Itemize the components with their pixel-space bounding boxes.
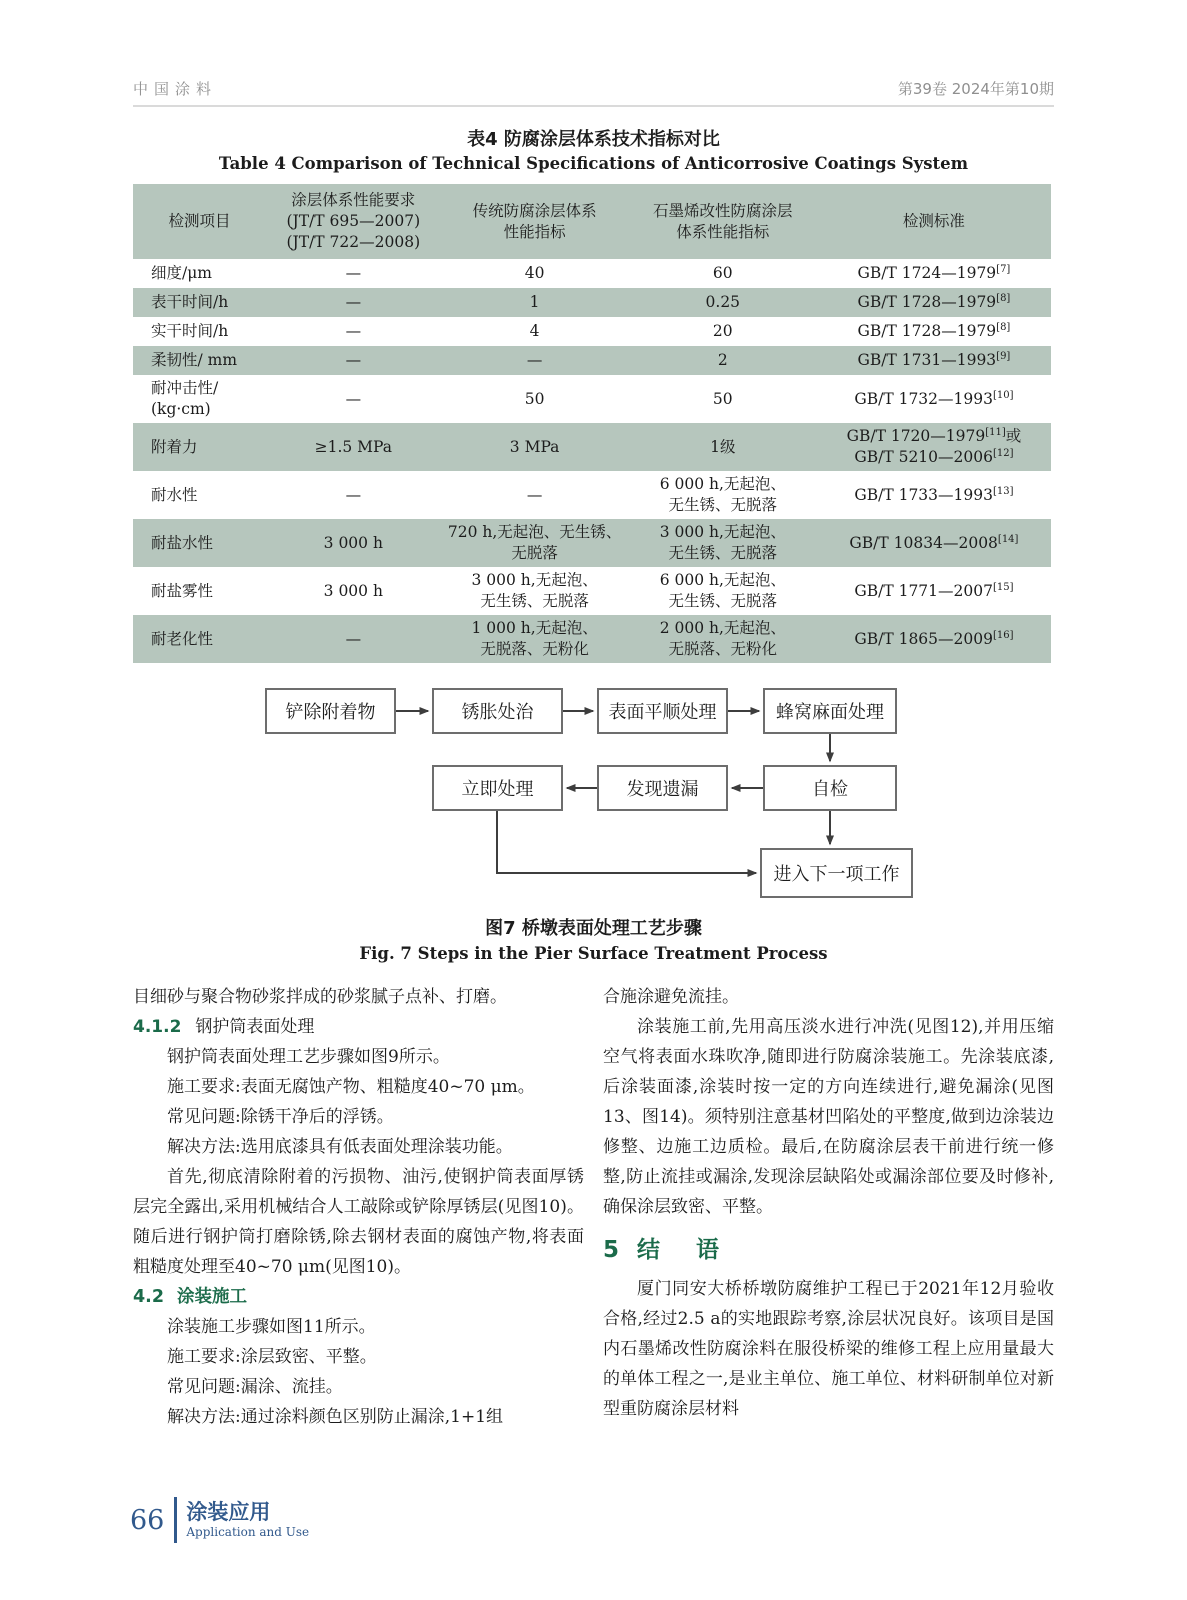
table-cell: 720 h,无起泡、无生锈、 无脱落 (447, 523, 622, 562)
std-ref-superscript: [16] (992, 629, 1014, 641)
paragraph: 首先,彻底清除附着的污损物、油污,使钢护筒表面厚锈层完全露出,采用机械结合人工敲除或铲除厚锈层(见图10)。随后进行钢护筒打磨除锈,除去钢材表面的腐蚀产物,将表面粗糙度处理至40~70 μm(见图10)。 (133, 1167, 584, 1277)
flow-box-found-omission: 发现遗漏 (597, 765, 728, 811)
table-title-zh: 表4 防腐涂层体系技术指标对比 (467, 129, 720, 150)
table-row (133, 567, 1051, 615)
body-columns (133, 982, 1054, 1432)
flow-box-next-task: 进入下一项工作 (760, 848, 913, 898)
table-title-en: Table 4 Comparison of Technical Specifications of Anticorrosive Coatings System (218, 154, 969, 173)
table-cell: 6 000 h,无起泡、 无生锈、无脱落 (659, 475, 786, 514)
paragraph: 涂装施工前,先用高压淡水进行冲洗(见图12),并用压缩空气将表面水珠吹净,随即进行防腐涂装施工。先涂装底漆,后涂装面漆,涂装时按一定的方向连续进行,避免漏涂(见图13、图14)。须特别注意基材凹陷处的平整度,做到边涂装边修整、边施工边质检。最后,在防腐涂层表干前进行统一修整,防止流挂或漏涂,发现涂层缺陷处或漏涂部位要及时修补,确保涂层致密、平整。 (603, 1017, 1054, 1217)
std-ref-superscript: [12] (992, 447, 1014, 459)
flow-box-honeycomb-treatment: 蜂窝麻面处理 (763, 688, 897, 734)
table-cell: 耐冲击性/ (kg·cm) (151, 379, 219, 418)
flow-box-self-check: 自检 (763, 765, 897, 811)
table-cell: 2 (717, 351, 728, 369)
footer-divider (174, 1497, 177, 1543)
table-row (133, 288, 1051, 317)
page-header (133, 78, 1054, 99)
paragraph: 合施涂避免流挂。 (603, 987, 739, 1007)
table-cell-standard: GB/T 1728—1979[8] (857, 321, 1011, 340)
table-cell: 3 000 h,无起泡、 无生锈、无脱落 (471, 571, 598, 610)
table-row (133, 375, 1051, 423)
table-cell: 3 MPa (509, 437, 560, 456)
table-cell-standard: GB/T 1732—1993[10] (854, 389, 1014, 408)
table-cell: — (345, 322, 362, 340)
table-header-cell: 检测项目 (168, 212, 231, 230)
std-ref-superscript: [11] (985, 426, 1006, 438)
table-cell: 4 (529, 322, 540, 340)
page-footer (130, 1497, 309, 1543)
std-ref-superscript: [8] (996, 321, 1011, 333)
table-row (133, 317, 1051, 346)
flow-box-rust-expansion-treatment: 锈胀处治 (432, 688, 563, 734)
table-cell: 1级 (710, 437, 736, 456)
flowchart (133, 676, 1054, 912)
table-cell: — (345, 351, 362, 369)
std-ref-superscript: [7] (996, 263, 1011, 275)
column-left (133, 982, 584, 1432)
std-ref-superscript: [14] (997, 533, 1019, 545)
table-cell: 实干时间/h (151, 322, 229, 340)
table-cell: 0.25 (705, 293, 741, 311)
paragraph: 目细砂与聚合物砂浆拌成的砂浆腻子点补、打磨。 (133, 987, 507, 1007)
page-number: 66 (130, 1504, 165, 1536)
footer-section (186, 1500, 309, 1540)
paragraph: 解决方法:通过涂料颜色区别防止漏涂,1+1组 (167, 1407, 504, 1427)
table-cell: ≥1.5 MPa (314, 437, 393, 456)
table-cell-standard: GB/T 10834—2008[14] (849, 533, 1019, 552)
table-cell: 耐盐雾性 (151, 581, 214, 600)
column-right (603, 982, 1054, 1432)
std-ref-superscript: [8] (996, 292, 1011, 304)
flow-box-remove-attachments: 铲除附着物 (265, 688, 396, 734)
table-header-cell: 检测标准 (902, 212, 965, 230)
table-header-cell: 涂层体系性能要求 (JT/T 695—2007) (JT/T 722—2008) (286, 191, 421, 251)
flow-box-immediate-handling: 立即处理 (432, 765, 563, 811)
table-header-cell: 石墨烯改性防腐涂层 体系性能指标 (653, 201, 793, 241)
table-cell: — (345, 485, 362, 504)
table-cell: 50 (524, 389, 545, 408)
table-cell: 细度/μm (151, 264, 212, 282)
flow-box-surface-smoothing: 表面平顺处理 (597, 688, 728, 734)
table-cell-standard: GB/T 1728—1979[8] (857, 292, 1011, 311)
table-cell: — (345, 293, 362, 311)
table-row (133, 423, 1051, 471)
table-cell: 3 000 h,无起泡、 无生锈、无脱落 (659, 523, 786, 562)
table-cell: 40 (524, 264, 545, 282)
section-heading-5: 5 结 语 (603, 1237, 734, 1263)
table-cell: 2 000 h,无起泡、 无脱落、无粉化 (659, 619, 786, 658)
table-cell: 1 (529, 293, 540, 311)
paragraph: 钢护筒表面处理工艺步骤如图9所示。 (167, 1047, 450, 1067)
paragraph: 解决方法:选用底漆具有低表面处理涂装功能。 (167, 1137, 513, 1157)
std-ref-superscript: [13] (992, 485, 1014, 497)
figure-caption-zh: 图7 桥墩表面处理工艺步骤 (485, 918, 702, 939)
std-ref-superscript: [10] (992, 389, 1014, 401)
table-cell: — (526, 351, 543, 369)
table-row (133, 615, 1051, 663)
table-cell: 60 (712, 264, 733, 282)
table-cell: — (345, 264, 362, 282)
table-cell-standard: GB/T 1771—2007[15] (854, 581, 1014, 600)
paragraph: 涂装施工步骤如图11所示。 (167, 1317, 376, 1337)
table-cell: — (526, 485, 543, 504)
section-heading-4.1.2: 4.1.2 钢护筒表面处理 (133, 1017, 315, 1037)
footer-section-zh: 涂装应用 (186, 1500, 271, 1524)
table-cell: — (345, 629, 362, 648)
table-cell: 耐水性 (151, 485, 198, 504)
table-cell: 1 000 h,无起泡、 无脱落、无粉化 (471, 619, 598, 658)
table-cell-standard: GB/T 1724—1979[7] (857, 263, 1011, 282)
paragraph: 常见问题:除锈干净后的浮锈。 (167, 1107, 394, 1127)
table-cell: — (345, 389, 362, 408)
table-cell: 耐盐水性 (151, 533, 214, 552)
table-cell: 3 000 h (323, 533, 383, 552)
std-ref-superscript: [9] (996, 350, 1011, 362)
table-cell: 3 000 h (323, 581, 383, 600)
std-ref-superscript: [15] (992, 581, 1014, 593)
table-cell-standard: GB/T 1733—1993[13] (854, 485, 1014, 504)
table-row (133, 471, 1051, 519)
table-cell: 50 (712, 389, 733, 408)
table-cell: 20 (712, 322, 733, 340)
table-header-row (133, 184, 1051, 259)
table-cell: 表干时间/h (151, 293, 229, 311)
issue-info: 第39卷 2024年第10期 (897, 80, 1054, 98)
paragraph: 施工要求:表面无腐蚀产物、粗糙度40~70 μm。 (167, 1077, 535, 1097)
table-row (133, 519, 1051, 567)
table-row (133, 259, 1051, 288)
paragraph: 施工要求:涂层致密、平整。 (167, 1347, 377, 1367)
table-header-cell: 传统防腐涂层体系 性能指标 (472, 201, 597, 241)
table-cell-standard: GB/T 1731—1993[9] (857, 350, 1011, 369)
journal-name: 中国涂料 (133, 80, 218, 98)
footer-section-en: Application and Use (186, 1525, 310, 1539)
section-heading-4.2: 4.2 涂装施工 (133, 1287, 248, 1307)
table-row (133, 346, 1051, 375)
table-cell: 耐老化性 (151, 629, 214, 648)
table-cell: 6 000 h,无起泡、 无生锈、无脱落 (659, 571, 786, 610)
header-rule (133, 105, 1054, 107)
paragraph: 常见问题:漏涂、流挂。 (167, 1377, 343, 1397)
paragraph: 厦门同安大桥桥墩防腐维护工程已于2021年12月验收合格,经过2.5 a的实地跟踪考察,涂层状况良好。该项目是国内石墨烯改性防腐涂料在服役桥梁的维修工程上应用量最大的单体工程之一,是业主单位、施工单位、材料研制单位对新型重防腐涂层材料 (603, 1279, 1054, 1419)
table-cell: 柔韧性/ mm (151, 351, 238, 369)
table-cell-standard: GB/T 1865—2009[16] (854, 629, 1014, 648)
table-cell-standard: GB/T 1720—1979[11]或 GB/T 5210—2006[12] (846, 426, 1022, 466)
table-cell: 附着力 (151, 437, 198, 456)
figure-caption-en: Fig. 7 Steps in the Pier Surface Treatment Process (359, 944, 828, 963)
spec-table (133, 184, 1051, 663)
